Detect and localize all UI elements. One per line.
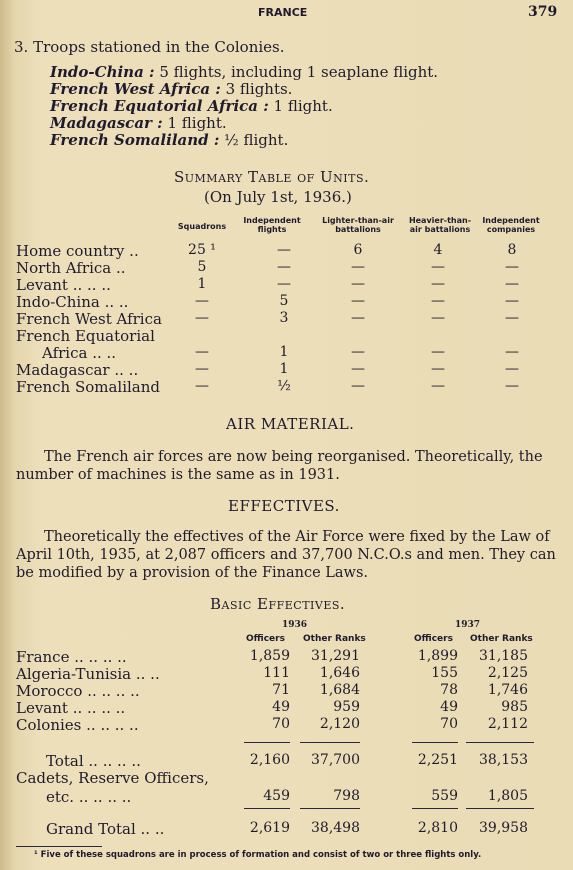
- table-cell: 985: [501, 699, 528, 715]
- table-cell: 2,120: [319, 716, 360, 732]
- table-cell: —: [195, 344, 209, 360]
- table-cell: —: [277, 259, 291, 275]
- list-item: French Somaliland : ½ flight.: [50, 131, 289, 149]
- table-cell: —: [195, 310, 209, 326]
- table-cell: 1,646: [319, 665, 360, 681]
- row-label: Madagascar .. ..: [16, 361, 139, 379]
- table-cell: —: [351, 344, 365, 360]
- row-label: Levant .. .. ..: [16, 276, 111, 294]
- table-cell: —: [351, 361, 365, 377]
- row-label: etc. .. .. .. ..: [46, 788, 132, 806]
- table-cell: —: [431, 310, 445, 326]
- table-cell: 31,291: [311, 648, 360, 664]
- subtotal-rule: [412, 808, 458, 809]
- table-cell: 31,185: [479, 648, 528, 664]
- row-label: French Somaliland: [16, 378, 161, 396]
- table-cell: 2,112: [487, 716, 528, 732]
- table-cell: 37,700: [311, 752, 360, 768]
- subtotal-rule: [466, 742, 534, 743]
- row-label: French West Africa: [16, 310, 162, 328]
- air-material-heading: AIR MATERIAL.: [226, 415, 355, 433]
- table-cell: —: [431, 344, 445, 360]
- table-cell: 39,958: [479, 820, 528, 836]
- list-item: Madagascar : 1 flight.: [50, 114, 227, 132]
- subtotal-rule: [244, 808, 290, 809]
- table-cell: —: [351, 293, 365, 309]
- column-header: Heavier-than-air battalions: [408, 216, 472, 234]
- table-cell: —: [505, 344, 519, 360]
- row-label: Morocco .. .. .. ..: [16, 682, 140, 700]
- basic-effectives-title: Basic Effectives.: [210, 595, 346, 613]
- table-cell: —: [505, 259, 519, 275]
- table-cell: 155: [431, 665, 458, 681]
- table-cell: —: [277, 242, 291, 258]
- page-number: 379: [528, 4, 558, 20]
- table-cell: —: [505, 361, 519, 377]
- table-cell: 1: [197, 276, 207, 292]
- row-label: Grand Total .. ..: [46, 820, 165, 838]
- row-label: France .. .. .. ..: [16, 648, 127, 666]
- subtotal-rule: [300, 742, 360, 743]
- table-cell: —: [277, 276, 291, 292]
- table-cell: 2,125: [487, 665, 528, 681]
- table-cell: 2,251: [417, 752, 458, 768]
- row-label: Home country ..: [16, 242, 139, 260]
- table-cell: —: [431, 378, 445, 394]
- subtotal-rule: [412, 742, 458, 743]
- year-1937: 1937: [455, 620, 481, 630]
- row-label: Total .. .. .. ..: [46, 752, 141, 770]
- table-cell: —: [505, 293, 519, 309]
- row-label: Cadets, Reserve Officers,: [16, 769, 209, 787]
- table-cell: 2,810: [417, 820, 458, 836]
- table-cell: 49: [272, 699, 290, 715]
- table-cell: —: [351, 378, 365, 394]
- table-cell: 8: [507, 242, 517, 258]
- table-cell: —: [505, 276, 519, 292]
- table-cell: 49: [440, 699, 458, 715]
- table-cell: 559: [431, 788, 458, 804]
- air-material-paragraph: The French air forces are now being reorganised. Theoretically, the number of machines is the same as in 1931.: [16, 449, 543, 483]
- col-other-ranks-1937: Other Ranks: [470, 634, 533, 644]
- year-1936: 1936: [282, 620, 308, 630]
- table-cell: 38,498: [311, 820, 360, 836]
- table-cell: 959: [333, 699, 360, 715]
- row-label: North Africa ..: [16, 259, 126, 277]
- table-cell: 78: [440, 682, 458, 698]
- row-label: Levant .. .. .. ..: [16, 699, 126, 717]
- table-cell: 4: [433, 242, 443, 258]
- subtotal-rule: [466, 808, 534, 809]
- table-cell: —: [431, 259, 445, 275]
- table-cell: 6: [353, 242, 363, 258]
- summary-table-subtitle: (On July 1st, 1936.): [204, 188, 352, 206]
- col-officers-1937: Officers: [414, 634, 453, 644]
- section-heading: 3. Troops stationed in the Colonies.: [14, 38, 285, 56]
- table-cell: ½: [277, 378, 291, 394]
- row-label: Africa .. ..: [42, 344, 117, 362]
- column-header: Lighter-than-air battalions: [322, 216, 394, 234]
- list-item: Indo-China : 5 flights, including 1 seaplane flight.: [50, 63, 439, 81]
- table-cell: 1: [279, 344, 289, 360]
- table-cell: —: [195, 293, 209, 309]
- row-label: Algeria-Tunisia .. ..: [16, 665, 160, 683]
- list-item: French Equatorial Africa : 1 flight.: [50, 97, 333, 115]
- table-cell: 1,899: [417, 648, 458, 664]
- table-cell: —: [351, 310, 365, 326]
- row-label: Indo-China .. ..: [16, 293, 129, 311]
- effectives-paragraph: Theoretically the effectives of the Air Force were fixed by the Law of April 10th, 1935, at 2,087 officers and 37,700 N.C.O.s and men. They can be modified by a provision of the Finance Laws.: [16, 529, 556, 581]
- table-cell: —: [351, 259, 365, 275]
- table-cell: 459: [263, 788, 290, 804]
- col-other-ranks-1936: Other Ranks: [303, 634, 366, 644]
- table-cell: 798: [333, 788, 360, 804]
- table-cell: 71: [272, 682, 290, 698]
- footnote: ¹ Five of these squadrons are in process of formation and consist of two or three flights only.: [34, 850, 482, 860]
- footnote-rule: [16, 846, 102, 847]
- table-cell: 5: [197, 259, 207, 275]
- table-cell: 25 ¹: [188, 242, 216, 258]
- table-cell: 1: [279, 361, 289, 377]
- table-cell: 2,160: [249, 752, 290, 768]
- column-header: Independent flights: [243, 216, 301, 234]
- table-cell: —: [195, 361, 209, 377]
- table-cell: 1,805: [487, 788, 528, 804]
- table-cell: —: [431, 361, 445, 377]
- row-label: Colonies .. .. .. ..: [16, 716, 139, 734]
- table-cell: —: [431, 276, 445, 292]
- row-label: French Equatorial: [16, 327, 155, 345]
- subtotal-rule: [300, 808, 360, 809]
- list-item: French West Africa : 3 flights.: [50, 80, 293, 98]
- subtotal-rule: [244, 742, 290, 743]
- table-cell: —: [505, 378, 519, 394]
- table-cell: 1,684: [319, 682, 360, 698]
- column-header: Independent companies: [482, 216, 540, 234]
- table-cell: 5: [279, 293, 289, 309]
- table-cell: 3: [279, 310, 289, 326]
- table-cell: —: [195, 378, 209, 394]
- table-cell: 2,619: [249, 820, 290, 836]
- table-cell: —: [431, 293, 445, 309]
- table-cell: —: [351, 276, 365, 292]
- table-cell: 70: [440, 716, 458, 732]
- table-cell: 70: [272, 716, 290, 732]
- summary-table-title: Summary Table of Units.: [174, 168, 370, 186]
- table-cell: 38,153: [479, 752, 528, 768]
- effectives-heading: EFFECTIVES.: [228, 497, 340, 515]
- table-cell: 1,859: [249, 648, 290, 664]
- col-officers-1936: Officers: [246, 634, 285, 644]
- table-cell: 111: [263, 665, 290, 681]
- column-header: Squadrons: [177, 222, 227, 231]
- table-cell: —: [505, 310, 519, 326]
- table-cell: 1,746: [487, 682, 528, 698]
- running-title: FRANCE: [258, 6, 308, 19]
